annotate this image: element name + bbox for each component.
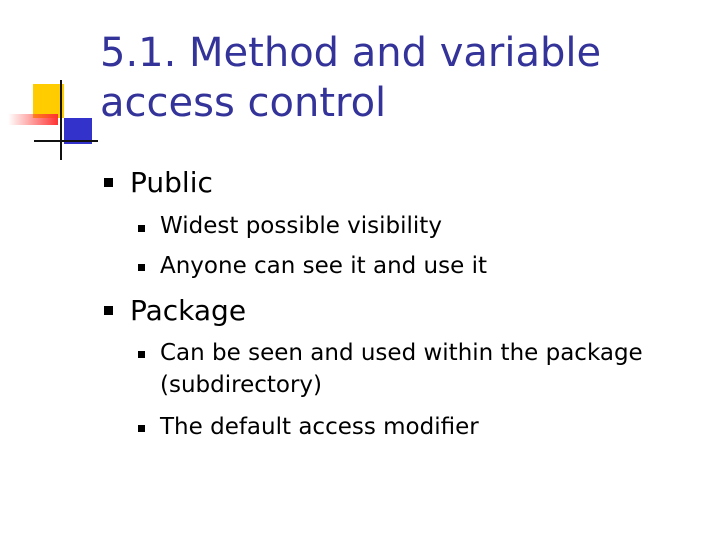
bullet-public: Public xyxy=(130,166,213,199)
sub-bullet-square-icon xyxy=(138,351,145,358)
sub-bullet-square-icon xyxy=(138,425,145,432)
slide-title-line-2: access control xyxy=(100,80,387,126)
sub-bullet-default-modifier: The default access modifier xyxy=(160,414,479,440)
slide-title-line-1: 5.1. Method and variable xyxy=(100,30,602,76)
sub-bullet-square-icon xyxy=(138,225,145,232)
bullet-package: Package xyxy=(130,294,247,327)
sub-bullet-seen-within-package-cont: (subdirectory) xyxy=(160,372,322,398)
bullet-square-icon xyxy=(104,178,113,187)
sub-bullet-square-icon xyxy=(138,264,145,271)
bullet-square-icon xyxy=(104,306,113,315)
sub-bullet-anyone-can-use: Anyone can see it and use it xyxy=(160,253,487,279)
sub-bullet-widest-visibility: Widest possible visibility xyxy=(160,213,442,239)
sub-bullet-seen-within-package: Can be seen and used within the package xyxy=(160,340,643,366)
